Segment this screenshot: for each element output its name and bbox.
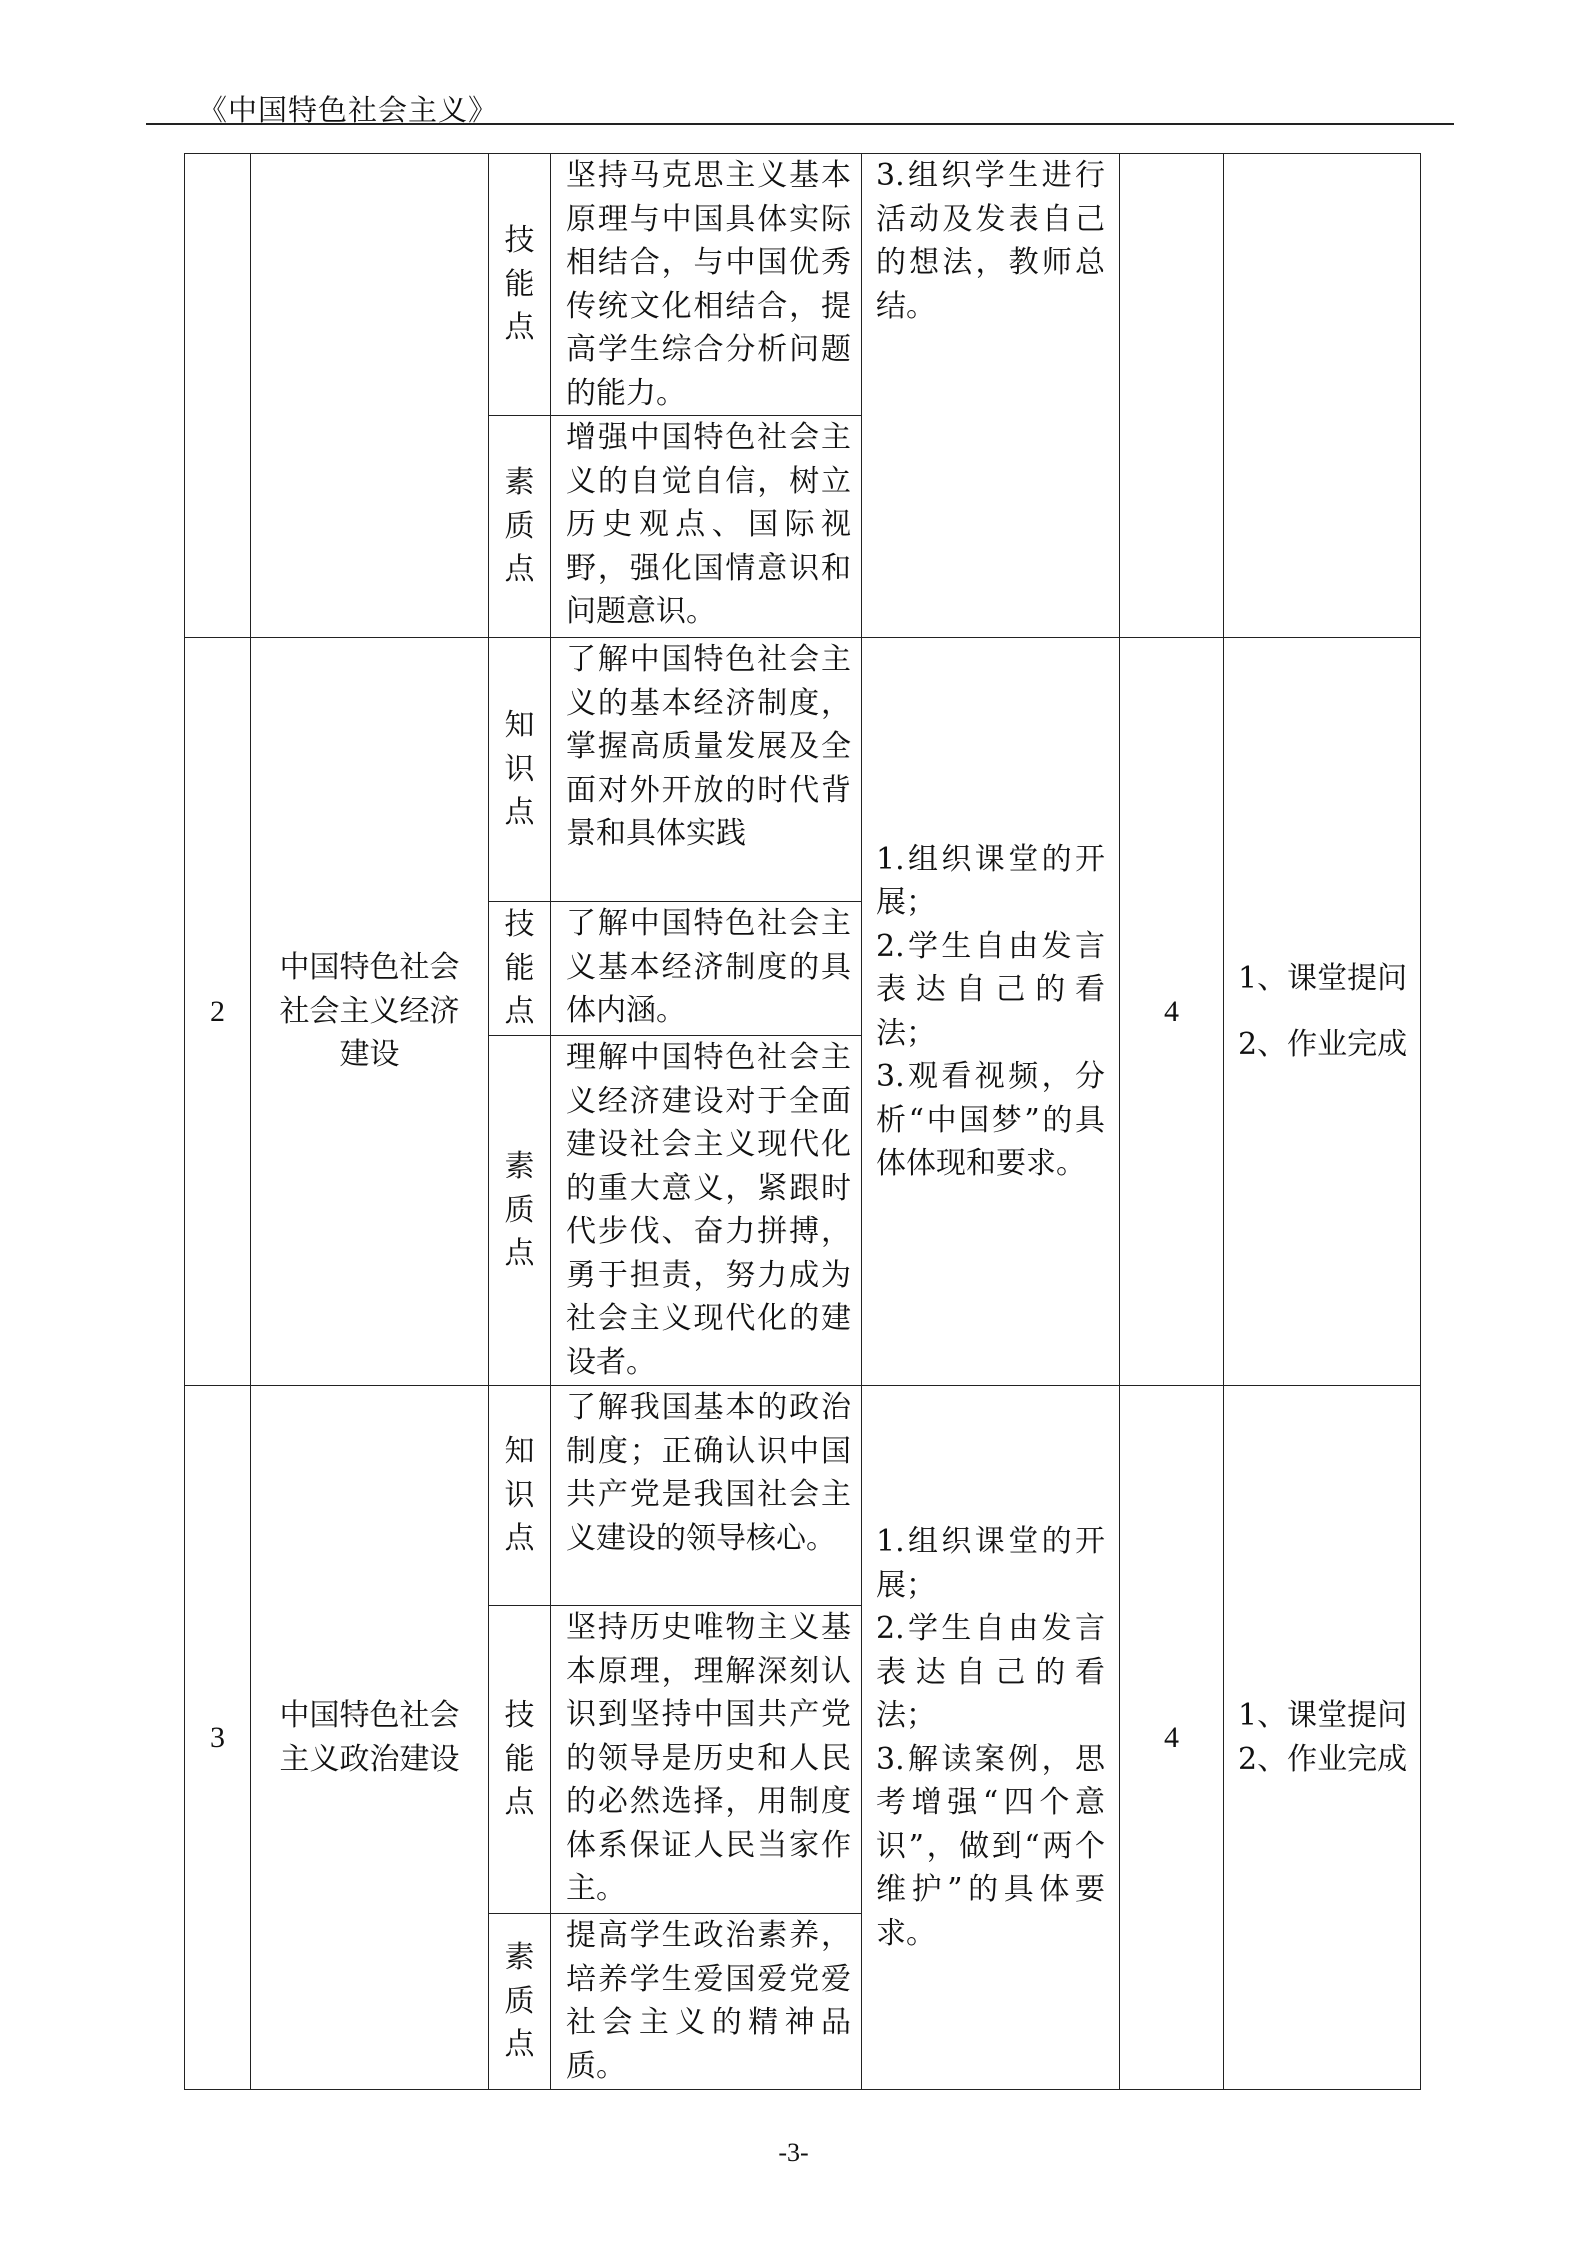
skill-content: 坚持马克思主义基本原理与中国具体实际相结合，与中国优秀传统文化相结合，提高学生综合分析问题的能力。 xyxy=(551,154,862,416)
teaching-method: 3.组织学生进行活动及发表自己的想法，教师总结。 xyxy=(862,154,1120,638)
row-number: 3 xyxy=(185,1386,251,2090)
row-topic: 中国特色社会社会主义经济建设 xyxy=(251,638,489,1386)
category-knowledge: 知 识 点 xyxy=(489,638,551,902)
category-quality: 素 质 点 xyxy=(489,1914,551,2090)
category-knowledge: 知 识 点 xyxy=(489,1386,551,1606)
skill-content: 坚持历史唯物主义基本原理，理解深刻认识到坚持中国共产党的领导是历史和人民的必然选择，用制度体系保证人民当家作主。 xyxy=(551,1606,862,1914)
category-quality: 素 质 点 xyxy=(489,416,551,638)
hours: 4 xyxy=(1120,638,1224,1386)
quality-content: 提高学生政治素养，培养学生爱国爱党爱社会主义的精神品质。 xyxy=(551,1914,862,2090)
teaching-method: 1.组织课堂的开展； 2.学生自由发言表达自己的看法； 3.观看视频，分析“中国梦”的具体体现和要求。 xyxy=(862,638,1120,1386)
row-topic: 中国特色社会主义政治建设 xyxy=(251,1386,489,2090)
assessment-cell xyxy=(1224,154,1421,638)
knowledge-content: 了解我国基本的政治制度；正确认识中国共产党是我国社会主义建设的领导核心。 xyxy=(551,1386,862,1606)
curriculum-table xyxy=(184,153,1421,2090)
header-rule xyxy=(146,123,1454,125)
row-topic-cell xyxy=(251,154,489,638)
assessment: 1、课堂提问 2、作业完成 xyxy=(1224,638,1421,1386)
assessment: 1、课堂提问 2、作业完成 xyxy=(1224,1386,1421,2090)
page-number: -3- xyxy=(778,2138,809,2167)
table-row xyxy=(185,154,1421,416)
row-number-cell xyxy=(185,154,251,638)
hours-cell xyxy=(1120,154,1224,638)
category-skill: 技 能 点 xyxy=(489,902,551,1036)
category-quality: 素 质 点 xyxy=(489,1036,551,1386)
quality-content: 增强中国特色社会主义的自觉自信，树立历史观点、国际视野，强化国情意识和问题意识。 xyxy=(551,416,862,638)
category-skill: 技 能 点 xyxy=(489,1606,551,1914)
table-row xyxy=(185,638,1421,902)
quality-content: 理解中国特色社会主义经济建设对于全面建设社会主义现代化的重大意义，紧跟时代步伐、奋力拼搏，勇于担责，努力成为社会主义现代化的建设者。 xyxy=(551,1036,862,1386)
table-row xyxy=(185,1386,1421,1606)
knowledge-content: 了解中国特色社会主义的基本经济制度，掌握高质量发展及全面对外开放的时代背景和具体实践 xyxy=(551,638,862,902)
skill-content: 了解中国特色社会主义基本经济制度的具体内涵。 xyxy=(551,902,862,1036)
hours: 4 xyxy=(1120,1386,1224,2090)
page-header-title: 《中国特色社会主义》 xyxy=(198,93,499,127)
teaching-method: 1.组织课堂的开展； 2.学生自由发言表达自己的看法； 3.解读案例，思考增强“四个意识”，做到“两个维护”的具体要求。 xyxy=(862,1386,1120,2090)
row-number: 2 xyxy=(185,638,251,1386)
category-skill: 技 能 点 xyxy=(489,154,551,416)
